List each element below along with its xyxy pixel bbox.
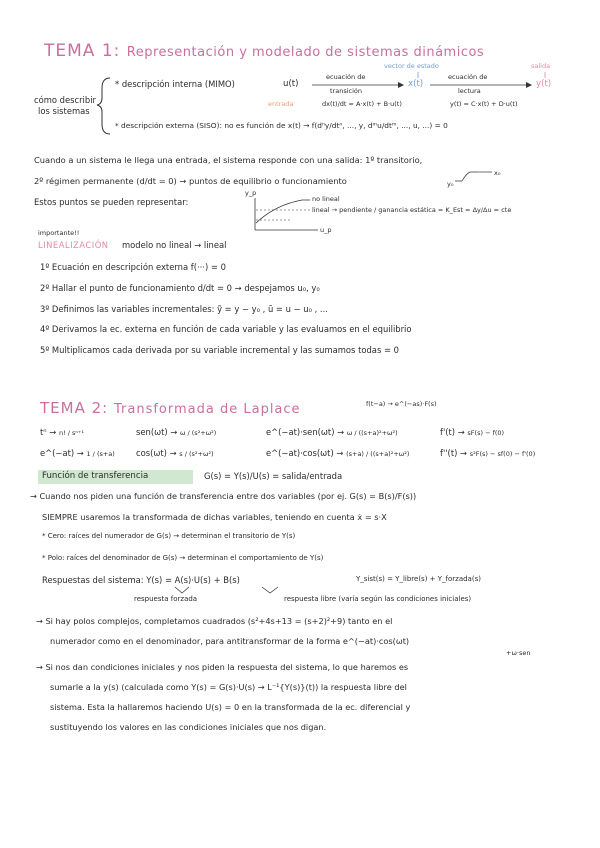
laplace-r1-c3: e^(−at)·sen(ωt) → ω / ((s+a)²+ω²) [266,427,398,437]
laplace-r1-c1: tⁿ → n! / sⁿ⁺¹ [40,427,85,437]
tema2-title [40,400,301,417]
laplace-r2-c4: f''(t) → s²F(s) − sf(0) − f'(0) [440,448,536,458]
polo-line: * Polo: raíces del denominador de G(s) → determinan el comportamiento de Y(s) [42,554,324,562]
cuando-line-1: Cuando a un sistema le llega una entrada, el sistema responde con una salida: 1º transitorio, [34,155,423,165]
y0-label: y₀ [447,180,454,188]
laplace-r2-c1: e^(−at) → 1 / (s+a) [40,448,115,458]
estos-puntos: Estos puntos se pueden representar: [34,197,189,207]
tema2-title-word: TEMA 2: [40,399,109,417]
ec-transicion-2: transición [330,87,362,95]
si-nos-line-4: sustituyendo los valores en las condiciones iniciales que nos digan. [50,722,327,732]
step-1: 1º Ecuación en descripción externa f(···) = 0 [40,262,226,272]
y-t: y(t) [536,79,552,89]
x0-label: x₀ [494,169,501,177]
equilibrium-graph [255,198,318,230]
ec-lectura-1: ecuación de [448,73,488,81]
brace [97,78,110,134]
step-2: 2º Hallar el punto de funcionamiento d/dt = 0 → despejamos u₀, y₀ [40,283,320,293]
laplace-right: n! / sⁿ⁺¹ [58,429,85,437]
cuando-line-2: 2º régimen permanente (d/dt = 0) → puntos de equilibrio o funcionamiento [34,176,347,186]
laplace-right: ω / (s²+ω²) [180,429,217,437]
tema1-title-word: TEMA 1: [44,41,121,61]
ec-lectura-2: lectura [458,87,481,95]
step-5: 5º Multiplicamos cada derivada por su variable incremental y las sumamos todas = 0 [40,345,399,355]
step-3: 3º Definimos las variables incrementales: ỹ = y − y₀ , ũ = u − u₀ , ... [40,304,328,314]
laplace-left: e^(−at)·sen(ωt) [266,427,335,437]
ft-equation: G(s) = Y(s)/U(s) = salida/entrada [204,471,343,481]
tema1-title-rest: Representación y modelado de sistemas dinámicos [126,45,485,60]
dx-equation: dx(t)/dt = A·x(t) + B·u(t) [322,100,402,108]
u-t: u(t) [283,79,299,89]
polos-line-1: → Si hay polos complejos, completamos cuadrados (s²+4s+13 = (s+2)²+9) tanto en el [36,616,393,626]
cuando-nos-line: → Cuando nos piden una función de transferencia entre dos variables (por ej. G(s) = B(s)/F(s)) [30,491,417,501]
linealizacion-heading: LINEALIZACIÓN [38,240,109,250]
ec-transicion-1: ecuación de [326,73,366,81]
laplace-left: e^(−at)·cos(ωt) [266,448,334,458]
graph-u-label: u_p [320,226,332,234]
no-lineal-label: no lineal [312,195,340,203]
respuesta-forzada: respuesta forzada [134,595,198,603]
cero-line: * Cero: raíces del numerador de G(s) → determinan el transitorio de Y(s) [42,532,296,540]
polos-sen: +ω·sen [506,649,531,657]
laplace-r2-c2: cos(ωt) → s / (s²+ω²) [136,448,214,458]
lineal-text: lineal → pendiente / ganancia estática = K_Est = Δy/Δu = cte [312,206,512,214]
y-equation: y(t) = C·x(t) + D·u(t) [450,100,518,108]
step-sketch [455,172,477,181]
como-describir: cómo describir [34,95,96,105]
laplace-right: ω / ((s+a)²+ω²) [346,429,398,437]
laplace-right: 1 / (s+a) [86,450,115,458]
desc-interna: * descripción interna (MIMO) [115,79,235,89]
laplace-right: sF(s) − f(0) [467,429,505,437]
desc-externa: * descripción externa (SISO): no es función de x(t) → f(dⁿy/dtⁿ, ..., y, dᵐu/dtᵐ, ..., u, ...) = 0 [115,121,448,130]
ft-label: Función de transferencia [42,471,149,481]
laplace-r1-c2: sen(ωt) → ω / (s²+ω²) [136,427,217,437]
laplace-left: f'(t) [440,427,456,437]
importante-label: importante!! [38,229,80,237]
graph-y-label: y_p [245,189,257,197]
siempre-line: SIEMPRE usaremos la transformada de dichas variables, teniendo en cuenta ẋ = s·X [42,512,387,522]
laplace-left: sen(ωt) [136,427,168,437]
entrada-label: entrada [268,100,294,108]
delay-rule: f(t−a) → e^(−as)·F(s) [366,400,437,408]
los-sistemas: los sistemas [38,106,90,116]
respuestas-line: Respuestas del sistema: Y(s) = A(s)·U(s) + B(s) [42,575,240,585]
laplace-left: f''(t) [440,448,458,458]
laplace-left: cos(ωt) [136,448,167,458]
step-4: 4º Derivamos la ec. externa en función de cada variable y las evaluamos en el equilibrio [40,324,412,334]
laplace-right: (s+a) / ((s+a)²+ω²) [346,450,410,458]
polos-line-2: numerador como en el denominador, para antitransformar de la forma e^(−at)·cos(ωt) [50,636,410,646]
salida-label: salida [531,62,551,70]
laplace-left: e^(−at) [40,448,75,458]
x-t: x(t) [408,79,424,89]
vector-estado: vector de estado [384,62,439,70]
ysist-equation: Y_sist(s) = Y_libre(s) + Y_forzada(s) [356,575,481,583]
tema2-title-rest: Transformada de Laplace [114,402,301,417]
si-nos-line-3: sistema. Esta la hallaremos haciendo U(s) = 0 en la transformada de la ec. diferencial y [50,702,411,712]
si-nos-line-1: → Si nos dan condiciones iniciales y nos piden la respuesta del sistema, lo que haremos es [36,662,409,672]
respuesta-libre: respuesta libre (varía según las condiciones iniciales) [284,595,472,603]
laplace-r1-c4: f'(t) → sF(s) − f(0) [440,427,505,437]
laplace-r2-c3: e^(−at)·cos(ωt) → (s+a) / ((s+a)²+ω²) [266,448,410,458]
si-nos-line-2: sumarle a la y(s) (calculada como Y(s) = G(s)·U(s) → L⁻¹{Y(s)}(t)) la respuesta libre del [50,682,407,692]
laplace-right: s / (s²+ω²) [179,450,214,458]
laplace-right: s²F(s) − sf(0) − f'(0) [469,450,536,458]
modelo-text: modelo no lineal → lineal [122,240,227,250]
tema1-title [44,42,484,61]
laplace-left: tⁿ [40,427,47,437]
